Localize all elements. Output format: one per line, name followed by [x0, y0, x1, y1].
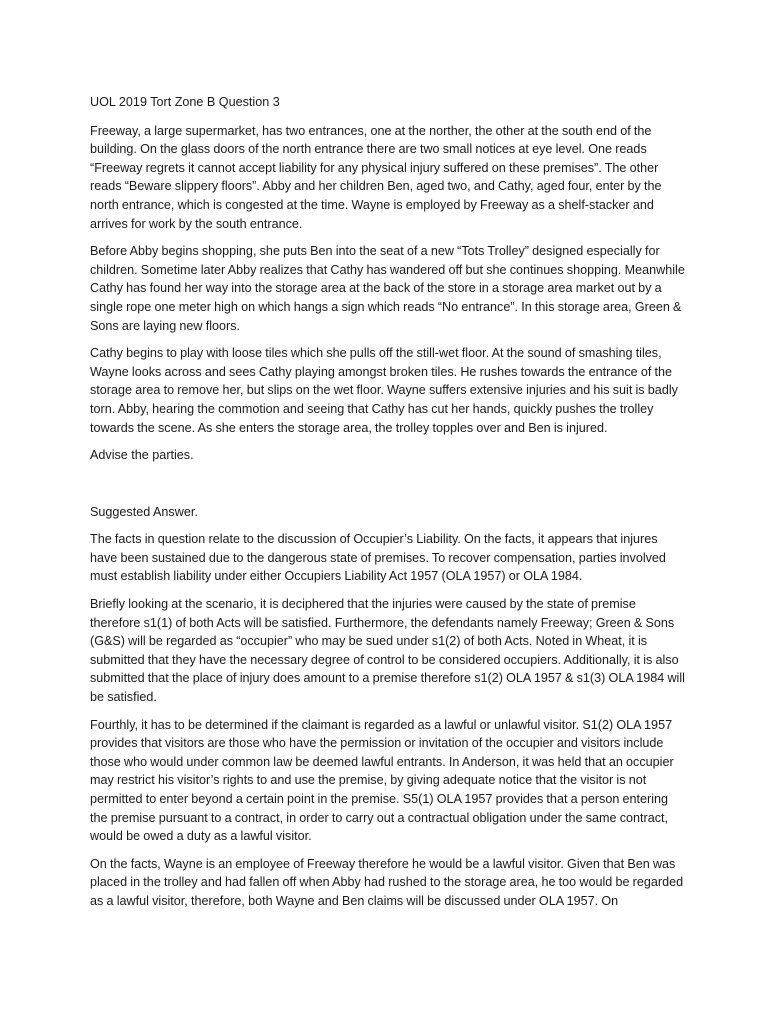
answer-paragraph-4: On the facts, Wayne is an employee of Freeway therefore he would be a lawful visitor. Given that Ben was placed in the trolley and had fallen off when Abby had rushed to the storage area, he too would be regarded as a lawful visitor, therefore, both Wayne and Ben claims will be discussed under OLA 1957. On [90, 856, 684, 908]
question-paragraph-1: Freeway, a large supermarket, has two entrances, one at the norther, the other at the south end of the building. On the glass doors of the north entrance there are two small notices at eye level. One reads “Freeway regrets it cannot accept liability for any physical injury suffered on these premises”. The other reads “Beware slippery floors”. Abby and her children Ben, aged two, and Cathy, aged four, enter by the north entrance, which is congested at the time. Wayne is employed by Freeway as a shelf-stacker and arrives for work by the south entrance. [90, 123, 662, 231]
question-paragraph-2: Before Abby begins shopping, she puts Ben into the seat of a new “Tots Trolley” designed especially for children. Sometime later Abby realizes that Cathy has wandered off but she continues shopping. Meanwhile Cathy has found her way into the storage area at the back of the store in a storage area market out by a single rope one meter high on which hangs a sign which reads “No entrance”. In this storage area, Green & Sons are laying new floors. [90, 244, 685, 333]
document-title: UOL 2019 Tort Zone B Question 3 [90, 95, 280, 109]
answer-paragraph-3: Fourthly, it has to be determined if the claimant is regarded as a lawful or unlawful visitor. S1(2) OLA 1957 provides that visitors are those who have the permission or invitation of the occupier and visitors include those who would under common law be deemed lawful entrants. In Anderson, it was held that an occupier may restrict his visitor’s rights to and use the premise, by giving adequate notice that the visitor is not permitted to enter beyond a certain point in the premise. S5(1) OLA 1957 provides that a person entering the premise pursuant to a contract, in order to carry out a contractual obligation under the same contract, would be owed a duty as a lawful visitor. [90, 717, 674, 844]
advise-instruction: Advise the parties. [90, 448, 194, 463]
answer-paragraph-1: The facts in question relate to the discussion of Occupier’s Liability. On the facts, it appears that injures have been sustained due to the dangerous state of premises. To recover compensation, parties involved must establish liability under either Occupiers Liability Act 1957 (OLA 1957) or OLA 1984. [90, 532, 666, 584]
answer-paragraph-2: Briefly looking at the scenario, it is deciphered that the injuries were caused by the state of premise therefore s1(1) of both Acts will be satisfied. Furthermore, the defendants namely Freeway; Green & Sons (G&S) will be regarded as “occupier” who may be sued under s1(2) of both Acts. Noted in Wheat, it is submitted that they have the necessary degree of control to be considered occupiers. Additionally, it is also submitted that the place of injury does amount to a premise therefore s1(2) OLA 1957 & s1(3) OLA 1984 will be satisfied. [90, 597, 685, 705]
question-paragraph-3: Cathy begins to play with loose tiles which she pulls off the still-wet floor. At the sound of smashing tiles, Wayne looks across and sees Cathy playing amongst broken tiles. He rushes towards the entrance of the storage area to remove her, but slips on the wet floor. Wayne suffers extensive injuries and his suit is badly torn. Abby, hearing the commotion and seeing that Cathy has cut her hands, quickly pushes the trolley towards the scene. As she enters the storage area, the trolley topples over and Ben is injured. [90, 346, 678, 435]
suggested-answer-heading: Suggested Answer. [90, 504, 198, 519]
